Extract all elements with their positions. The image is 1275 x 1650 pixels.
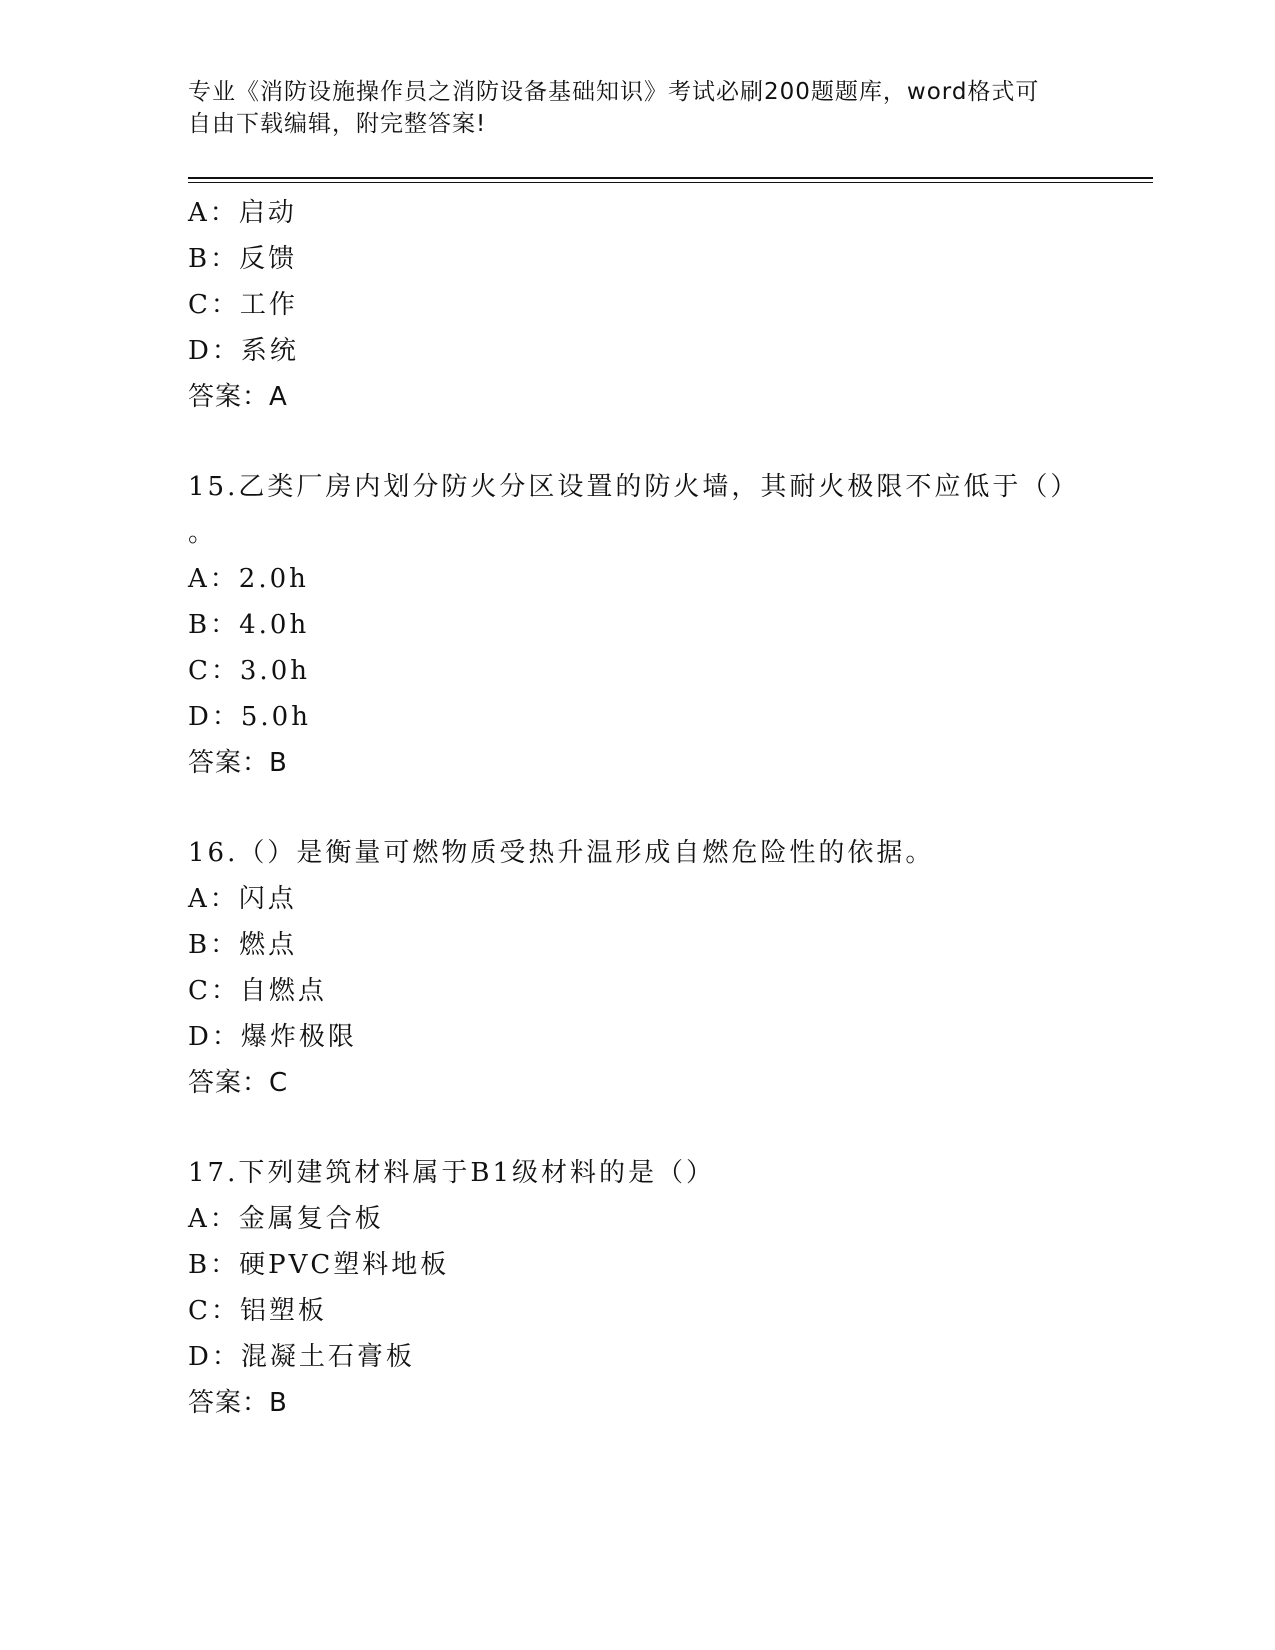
question-17 [188, 1150, 1088, 1426]
header-divider-thick [188, 177, 1153, 179]
option-b: B：反馈 [188, 244, 298, 274]
answer: 答案：B [188, 748, 288, 778]
question-14 [188, 190, 1088, 420]
answer: 答案：C [188, 1068, 289, 1098]
option-a: A：2.0h [188, 564, 309, 594]
option-b: B：燃点 [188, 930, 298, 960]
question-stem: 17.下列建筑材料属于B1级材料的是（） [188, 1158, 715, 1188]
option-d: D：混凝土石膏板 [188, 1342, 415, 1372]
question-stem: 15.乙类厂房内划分防火分区设置的防火墙，其耐火极限不应低于（） [188, 472, 1080, 502]
header-divider-thin [188, 182, 1153, 183]
option-b: B：4.0h [188, 610, 310, 640]
answer: 答案：B [188, 1388, 288, 1418]
header-line-1: 专业《消防设施操作员之消防设备基础知识》考试必刷200题题库，word格式可 [188, 79, 1040, 105]
document-header [188, 76, 1068, 140]
question-16 [188, 830, 1088, 1106]
option-a: A：启动 [188, 198, 297, 228]
answer: 答案：A [188, 382, 288, 412]
option-d: D：系统 [188, 336, 299, 366]
option-c: C：自燃点 [188, 976, 327, 1006]
option-c: C：铝塑板 [188, 1296, 327, 1326]
option-d: D：爆炸极限 [188, 1022, 357, 1052]
question-stem-continued: 。 [188, 518, 218, 548]
option-c: C：3.0h [188, 656, 310, 686]
option-d: D：5.0h [188, 702, 311, 732]
question-list [188, 190, 1088, 1426]
option-a: A：金属复合板 [188, 1204, 384, 1234]
header-line-2: 自由下载编辑，附完整答案! [188, 111, 487, 137]
question-stem: 16.（）是衡量可燃物质受热升温形成自燃危险性的依据。 [188, 838, 935, 868]
option-a: A：闪点 [188, 884, 297, 914]
option-b: B：硬PVC塑料地板 [188, 1250, 450, 1280]
option-c: C：工作 [188, 290, 298, 320]
question-15 [188, 464, 1088, 786]
